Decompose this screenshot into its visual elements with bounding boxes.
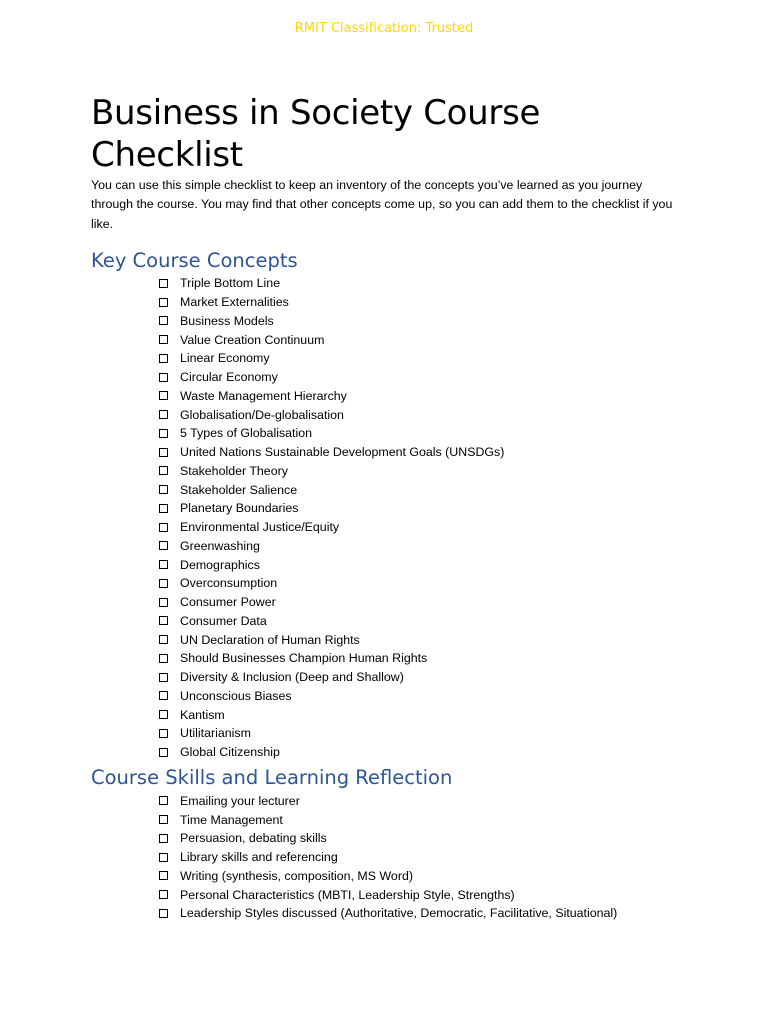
checklist-item-label: Greenwashing xyxy=(180,538,260,553)
checklist-item-label: Linear Economy xyxy=(180,351,270,366)
checklist-item-label: Writing (synthesis, composition, MS Word) xyxy=(180,868,413,883)
checkbox[interactable] xyxy=(159,729,168,738)
checkbox[interactable] xyxy=(159,560,168,569)
key-concepts-checklist xyxy=(91,274,681,762)
checklist-item-label: Unconscious Biases xyxy=(180,688,292,703)
classification-label: RMIT Classification: Trusted xyxy=(294,21,474,36)
checkbox[interactable] xyxy=(159,673,168,682)
checklist-item xyxy=(159,424,681,443)
checklist-item-label: Global Citizenship xyxy=(180,745,280,760)
checklist-item xyxy=(159,904,681,923)
checklist-item-label: United Nations Sustainable Development Goals (UNSDGs) xyxy=(180,445,505,460)
checkbox[interactable] xyxy=(159,335,168,344)
intro-paragraph: You can use this simple checklist to keep an inventory of the concepts you’ve learned as you journey through the course. You may find that other concepts come up, so you can add them to the checklist if you like. xyxy=(91,178,673,231)
checklist-item-label: Globalisation/De-globalisation xyxy=(180,407,344,422)
checklist-item xyxy=(159,461,681,480)
checklist-item-label: Market Externalities xyxy=(180,295,289,310)
checklist-item-label: Overconsumption xyxy=(180,576,278,591)
checkbox[interactable] xyxy=(159,871,168,880)
section-heading-course-skills: Course Skills and Learning Reflection xyxy=(91,766,453,790)
checkbox[interactable] xyxy=(159,909,168,918)
checklist-item xyxy=(159,630,681,649)
checklist-item xyxy=(159,443,681,462)
checklist-item xyxy=(159,555,681,574)
checkbox[interactable] xyxy=(159,279,168,288)
checklist-item xyxy=(159,866,681,885)
checklist-item-label: UN Declaration of Human Rights xyxy=(180,632,360,647)
checklist-item xyxy=(159,499,681,518)
checklist-item xyxy=(159,705,681,724)
checkbox[interactable] xyxy=(159,616,168,625)
checklist-item xyxy=(159,649,681,668)
checkbox[interactable] xyxy=(159,354,168,363)
checklist-item xyxy=(159,349,681,368)
checklist-item xyxy=(159,274,681,293)
checklist-item-label: Utilitarianism xyxy=(180,726,251,741)
checkbox[interactable] xyxy=(159,691,168,700)
checkbox[interactable] xyxy=(159,890,168,899)
checkbox[interactable] xyxy=(159,316,168,325)
document-title xyxy=(91,92,681,176)
checklist-item-label: Emailing your lecturer xyxy=(180,793,300,808)
checklist-item-label: Business Models xyxy=(180,313,274,328)
checklist-item xyxy=(159,848,681,867)
checklist-item xyxy=(159,386,681,405)
checkbox[interactable] xyxy=(159,815,168,824)
checklist-item xyxy=(159,791,681,810)
checklist-item-label: Environmental Justice/Equity xyxy=(180,520,340,535)
checklist-item xyxy=(159,368,681,387)
checklist-item xyxy=(159,829,681,848)
checklist-item xyxy=(159,724,681,743)
checklist-item xyxy=(159,686,681,705)
checklist-item xyxy=(159,885,681,904)
checklist-item xyxy=(159,330,681,349)
checkbox[interactable] xyxy=(159,504,168,513)
checkbox[interactable] xyxy=(159,391,168,400)
checklist-item-label: Kantism xyxy=(180,707,225,722)
checklist-item xyxy=(159,668,681,687)
checklist-item-label: Time Management xyxy=(180,812,283,827)
checklist-item-label: Personal Characteristics (MBTI, Leadership Style, Strengths) xyxy=(180,887,515,902)
checklist-item-label: Triple Bottom Line xyxy=(180,276,281,291)
section-heading-key-concepts: Key Course Concepts xyxy=(91,248,298,272)
course-skills-checklist xyxy=(91,791,681,922)
checkbox[interactable] xyxy=(159,710,168,719)
checklist-item xyxy=(159,810,681,829)
checklist-item xyxy=(159,293,681,312)
checklist-item-label: Planetary Boundaries xyxy=(180,501,299,516)
checkbox[interactable] xyxy=(159,654,168,663)
checkbox[interactable] xyxy=(159,298,168,307)
checkbox[interactable] xyxy=(159,410,168,419)
checklist-item xyxy=(159,611,681,630)
checklist-item-label: Stakeholder Salience xyxy=(180,482,298,497)
checklist-item xyxy=(159,405,681,424)
checkbox[interactable] xyxy=(159,579,168,588)
checklist-item xyxy=(159,574,681,593)
checklist-item-label: Consumer Data xyxy=(180,613,267,628)
title-line-2: Checklist xyxy=(91,135,243,175)
checkbox[interactable] xyxy=(159,598,168,607)
checklist-item xyxy=(159,593,681,612)
document-body xyxy=(91,92,681,923)
checkbox[interactable] xyxy=(159,373,168,382)
title-line-1: Business in Society Course xyxy=(91,93,541,133)
checklist-item-label: Value Creation Continuum xyxy=(180,332,325,347)
checkbox[interactable] xyxy=(159,466,168,475)
checklist-item-label: Consumer Power xyxy=(180,595,276,610)
checkbox[interactable] xyxy=(159,485,168,494)
checklist-item-label: Demographics xyxy=(180,557,260,572)
checkbox[interactable] xyxy=(159,834,168,843)
checklist-item-label: Circular Economy xyxy=(180,370,278,385)
checklist-item-label: Diversity & Inclusion (Deep and Shallow) xyxy=(180,670,404,685)
checklist-item-label: 5 Types of Globalisation xyxy=(180,426,313,441)
checklist-item-label: Leadership Styles discussed (Authoritative, Democratic, Facilitative, Situational) xyxy=(180,906,618,921)
checkbox[interactable] xyxy=(159,541,168,550)
checkbox[interactable] xyxy=(159,635,168,644)
checkbox[interactable] xyxy=(159,853,168,862)
checkbox[interactable] xyxy=(159,429,168,438)
checklist-item-label: Waste Management Hierarchy xyxy=(180,388,347,403)
checklist-item-label: Stakeholder Theory xyxy=(180,463,288,478)
checklist-item-label: Should Businesses Champion Human Rights xyxy=(180,651,428,666)
checklist-item-label: Library skills and referencing xyxy=(180,850,338,865)
checklist-item xyxy=(159,518,681,537)
checkbox[interactable] xyxy=(159,448,168,457)
checklist-item xyxy=(159,311,681,330)
checkbox[interactable] xyxy=(159,796,168,805)
checklist-item xyxy=(159,743,681,762)
checklist-item xyxy=(159,480,681,499)
checkbox[interactable] xyxy=(159,523,168,532)
checklist-item-label: Persuasion, debating skills xyxy=(180,831,327,846)
checkbox[interactable] xyxy=(159,748,168,757)
checklist-item xyxy=(159,536,681,555)
